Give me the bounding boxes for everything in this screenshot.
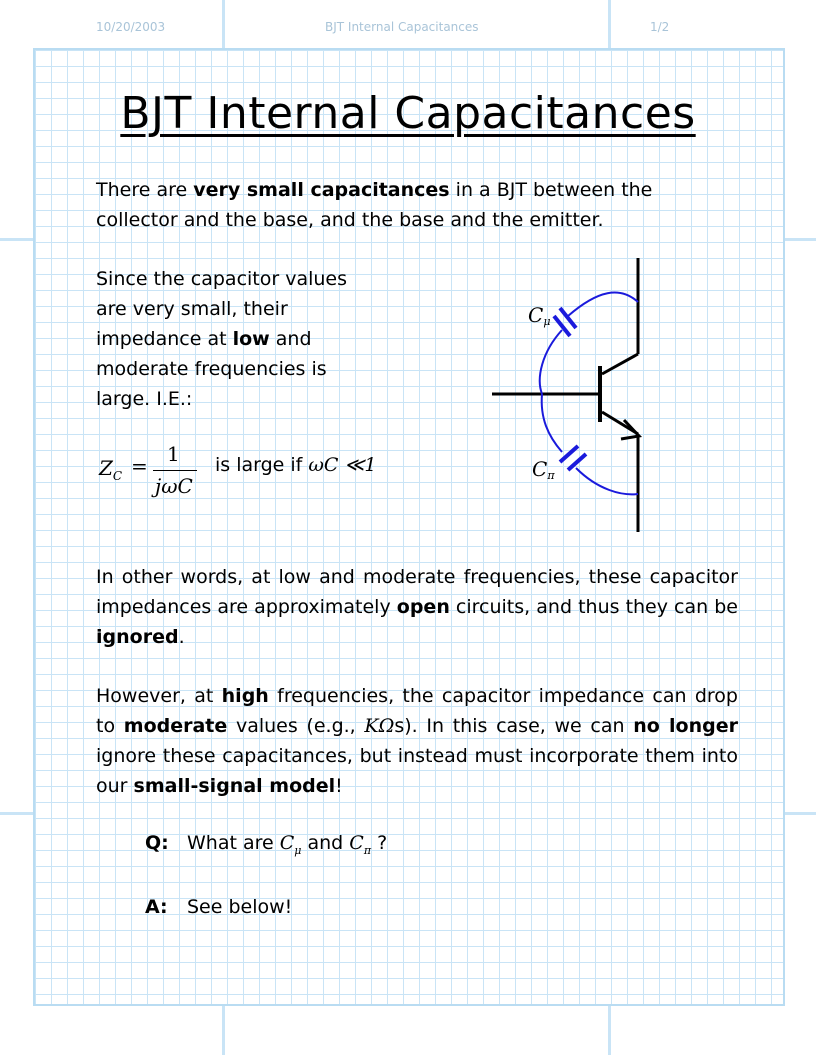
formula-lhs xyxy=(99,456,122,483)
answer-line xyxy=(145,896,292,918)
emphasis: ignored xyxy=(96,626,179,648)
page-header xyxy=(0,20,816,38)
emphasis: low xyxy=(232,328,270,350)
cpi-label xyxy=(532,457,555,482)
emphasis: moderate xyxy=(123,715,228,737)
equals-sign: = xyxy=(131,454,148,478)
answer-text: See below! xyxy=(187,896,293,918)
cmu-wire-bottom xyxy=(540,330,562,394)
c-subscript: C xyxy=(112,469,123,483)
text: and moderate frequencies is large. I.E.: xyxy=(96,328,327,410)
cpi-wire-bottom xyxy=(576,468,638,494)
text: and xyxy=(301,832,350,854)
text: is large if xyxy=(215,454,309,476)
emphasis: no longer xyxy=(633,715,738,737)
fraction-numerator: 1 xyxy=(167,442,180,466)
text: in a BJT between the collector and the base, and the base and the emitter. xyxy=(96,179,653,231)
header-title: BJT Internal Capacitances xyxy=(325,20,479,34)
text: What are xyxy=(187,832,280,854)
formula-condition xyxy=(215,454,376,476)
intro-paragraph xyxy=(96,175,696,235)
open-circuit-paragraph xyxy=(96,562,738,652)
text: s). In this case, we can xyxy=(394,715,634,737)
kohm-symbol: KΩ xyxy=(364,715,395,737)
z-symbol: Z xyxy=(99,456,113,480)
fraction-denominator: jωC xyxy=(155,474,193,498)
text: Since the capacitor values are very small, their impedance at xyxy=(96,268,348,350)
text: However, at xyxy=(96,685,222,707)
emphasis: very small capacitances xyxy=(193,179,450,201)
pi-subscript: π xyxy=(363,843,372,857)
condition-math: ωC ≪1 xyxy=(308,454,377,476)
question-line xyxy=(145,832,387,857)
c-symbol: C xyxy=(349,832,364,854)
page-title: BJT Internal Capacitances xyxy=(120,88,696,139)
header-date: 10/20/2003 xyxy=(96,20,166,34)
text: ? xyxy=(371,832,388,854)
text: values (e.g., xyxy=(227,715,365,737)
question-label: Q: xyxy=(145,832,169,854)
mu-subscript: μ xyxy=(543,315,551,328)
high-frequency-paragraph xyxy=(96,681,738,801)
cpi-plate xyxy=(560,446,578,462)
emphasis: open xyxy=(396,596,450,618)
emphasis: high xyxy=(221,685,269,707)
answer-label: A: xyxy=(145,896,168,918)
bjt-circuit-diagram xyxy=(480,250,670,540)
c-symbol: C xyxy=(528,303,544,327)
text: frequencies, the capacitor impedance can drop to xyxy=(96,685,738,737)
impedance-paragraph xyxy=(96,264,376,414)
cpi-wire-top xyxy=(542,394,562,452)
text: There are xyxy=(96,179,194,201)
text: . xyxy=(178,626,185,648)
cmu-wire-top xyxy=(568,293,638,316)
text: In other words, at low and moderate frequencies, these capacitor impedances are approximately xyxy=(96,566,738,618)
fraction-bar xyxy=(153,470,197,471)
c-symbol: C xyxy=(532,457,548,481)
pi-subscript: π xyxy=(547,469,555,482)
text: ! xyxy=(335,775,343,797)
text: circuits, and thus they can be xyxy=(449,596,739,618)
c-symbol: C xyxy=(279,832,295,854)
mu-subscript: μ xyxy=(294,843,302,857)
text: ignore these capacitances, but instead must incorporate them into our xyxy=(96,745,738,797)
cmu-label xyxy=(528,303,550,328)
impedance-formula xyxy=(97,440,497,510)
emphasis: small-signal model xyxy=(133,775,336,797)
header-page-number: 1/2 xyxy=(650,20,670,34)
collector-diagonal xyxy=(602,354,638,374)
